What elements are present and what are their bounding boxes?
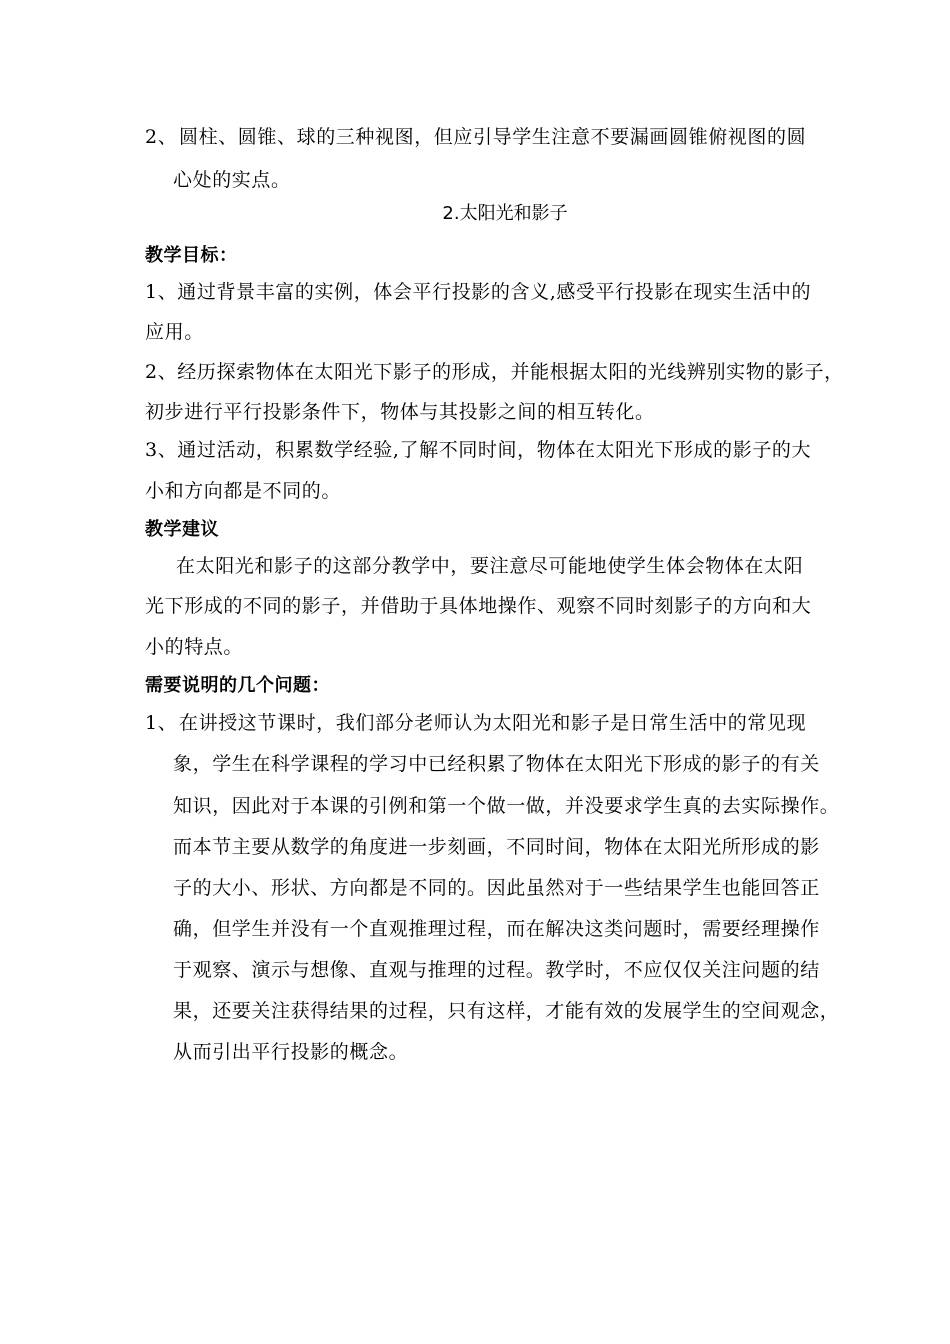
section-title: 2.太阳光和影子 (442, 203, 568, 224)
issues-item-1 (145, 711, 806, 735)
goals-line: 2、经历探索物体在太阳光下影子的形成，并能根据太阳的光线辨别实物的影子， (145, 361, 844, 383)
issues-text-line: 确，但学生并没有一个直观推理过程，而在解决这类问题时，需要经理操作 (173, 918, 820, 940)
suggestions-line: 在太阳光和影子的这部分教学中，要注意尽可能地使学生体会物体在太阳 (176, 555, 804, 577)
issues-text-line: 象，学生在科学课程的学习中已经积累了物体在太阳光下形成的影子的有关 (173, 753, 820, 775)
goals-line: 初步进行平行投影条件下，物体与其投影之间的相互转化。 (145, 401, 655, 423)
suggestions-heading: 教学建议 (145, 519, 219, 540)
list-number: 1、 (145, 712, 178, 734)
issues-text-line: 子的大小、形状、方向都是不同的。因此虽然对于一些结果学生也能回答正 (173, 877, 820, 899)
prev-list-item-2-continuation: 心处的实点。 (173, 169, 291, 191)
goals-line: 3、通过活动，积累数学经验,了解不同时间，物体在太阳光下形成的影子的大 (145, 439, 812, 461)
goals-line: 小和方向都是不同的。 (145, 480, 342, 502)
goals-line: 应用。 (145, 321, 204, 343)
issues-text-line: 果，还要关注获得结果的过程，只有这样，才能有效的发展学生的空间观念， (173, 1000, 840, 1022)
issues-text-line: 而本节主要从数学的角度进一步刻画，不同时间，物体在太阳光所形成的影 (173, 836, 820, 858)
suggestions-line: 光下形成的不同的影子，并借助于具体地操作、观察不同时刻影子的方向和大 (145, 595, 812, 617)
issues-text-line: 在讲授这节课时，我们部分老师认为太阳光和影子是日常生活中的常见现 (179, 712, 807, 734)
prev-list-item-2 (145, 125, 806, 149)
goals-line: 1、通过背景丰富的实例，体会平行投影的含义,感受平行投影在现实生活中的 (145, 281, 812, 303)
suggestions-line: 小的特点。 (145, 636, 244, 658)
issues-text-line: 于观察、演示与想像、直观与推理的过程。教学时，不应仅仅关注问题的结 (173, 959, 820, 981)
issues-heading: 需要说明的几个问题： (145, 675, 330, 696)
list-text-line: 圆柱、圆锥、球的三种视图，但应引导学生注意不要漏画圆锥俯视图的圆 (179, 126, 807, 148)
goals-heading: 教学目标： (145, 245, 238, 266)
issues-text-line: 知识，因此对于本课的引例和第一个做一做，并没要求学生真的去实际操作。 (173, 795, 840, 817)
list-number: 2、 (145, 126, 178, 148)
issues-text-line: 从而引出平行投影的概念。 (173, 1041, 409, 1063)
